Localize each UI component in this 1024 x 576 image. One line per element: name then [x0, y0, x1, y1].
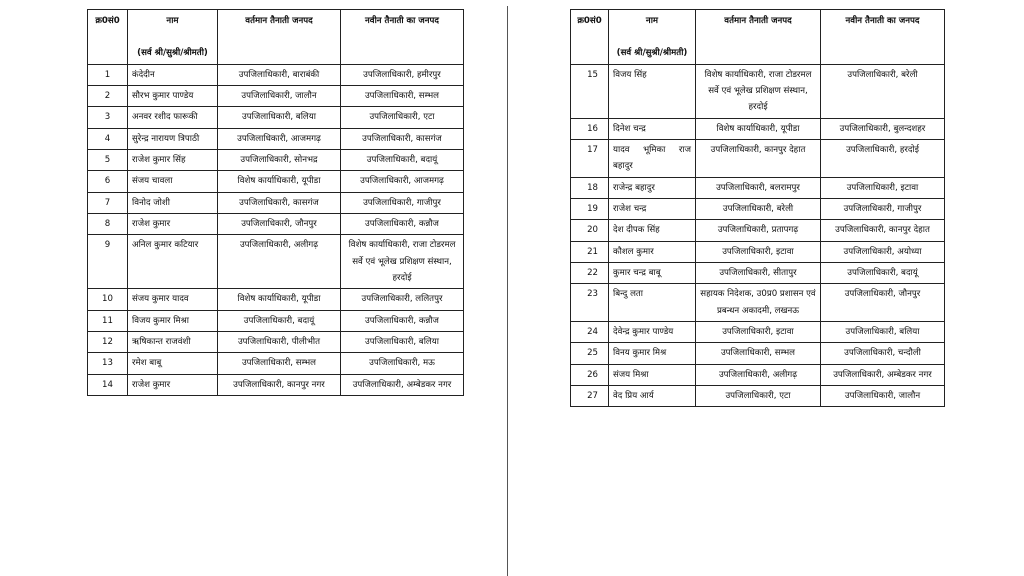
officer-name-cell: कुमार चन्द्र बाबू [609, 262, 696, 283]
new-posting-cell: उपजिलाधिकारी, चन्दौली [821, 343, 945, 364]
officer-name-cell: राजेश कुमार [128, 213, 218, 234]
serial-number-cell: 27 [571, 385, 609, 406]
table-row [571, 343, 945, 364]
officer-name-cell: राजेन्द्र बहादुर [609, 177, 696, 198]
serial-number-cell: 14 [88, 374, 128, 395]
serial-number-cell: 26 [571, 364, 609, 385]
officer-name-cell: संजय मिश्रा [609, 364, 696, 385]
officer-name-cell: अनवर रशीद फारूकी [128, 107, 218, 128]
officer-name-cell: वेद प्रिय आर्य [609, 385, 696, 406]
current-posting-cell: विशेष कार्याधिकारी, यूपीडा [218, 171, 341, 192]
table-row [88, 192, 464, 213]
table-row [88, 353, 464, 374]
current-posting-cell: उपजिलाधिकारी, कानपुर देहात [696, 139, 821, 177]
table-row [88, 85, 464, 106]
officer-name-cell: राजेश चन्द्र [609, 198, 696, 219]
header-new-posting: नवीन तैनाती का जनपद [341, 10, 464, 65]
current-posting-cell: उपजिलाधिकारी, कानपुर नगर [218, 374, 341, 395]
current-posting-cell: उपजिलाधिकारी, इटावा [696, 241, 821, 262]
officer-name-cell: राजेश कुमार [128, 374, 218, 395]
header-row [571, 10, 945, 65]
new-posting-cell: उपजिलाधिकारी, अम्बेडकर नगर [341, 374, 464, 395]
new-posting-cell: उपजिलाधिकारी, अयोध्या [821, 241, 945, 262]
officer-name-cell: संजय कुमार यादव [128, 289, 218, 310]
current-posting-cell: विशेष कार्याधिकारी, यूपीडा [696, 118, 821, 139]
serial-number-cell: 13 [88, 353, 128, 374]
table-row [88, 235, 464, 289]
serial-number-cell: 22 [571, 262, 609, 283]
serial-number-cell: 20 [571, 220, 609, 241]
table-row [571, 139, 945, 177]
table-row [571, 220, 945, 241]
table-row [571, 198, 945, 219]
table-row [88, 107, 464, 128]
transfer-table-right [570, 9, 945, 407]
officer-name-cell: देश दीपक सिंह [609, 220, 696, 241]
serial-number-cell: 6 [88, 171, 128, 192]
officer-name-cell: कंदेदीन [128, 64, 218, 85]
officer-name-cell: विजय कुमार मिश्रा [128, 310, 218, 331]
new-posting-cell: उपजिलाधिकारी, हमीरपुर [341, 64, 464, 85]
current-posting-cell: उपजिलाधिकारी, इटावा [696, 321, 821, 342]
current-posting-cell: उपजिलाधिकारी, आजमगढ़ [218, 128, 341, 149]
current-posting-cell: उपजिलाधिकारी, बरेली [696, 198, 821, 219]
new-posting-cell: उपजिलाधिकारी, बलिया [821, 321, 945, 342]
new-posting-cell: उपजिलाधिकारी, आजमगढ़ [341, 171, 464, 192]
officer-name-cell: सुरेन्द्र नारायण त्रिपाठी [128, 128, 218, 149]
officer-name-cell: संजय चावला [128, 171, 218, 192]
header-sno: क्र0सं0 [88, 10, 128, 65]
new-posting-cell: उपजिलाधिकारी, बदायूं [821, 262, 945, 283]
table-row [571, 321, 945, 342]
officer-name-cell: विजय सिंह [609, 64, 696, 118]
new-posting-cell: उपजिलाधिकारी, कन्नौज [341, 213, 464, 234]
new-posting-cell: उपजिलाधिकारी, ललितपुर [341, 289, 464, 310]
new-posting-cell: उपजिलाधिकारी, बरेली [821, 64, 945, 118]
officer-name-cell: विनोद जोशी [128, 192, 218, 213]
new-posting-cell: उपजिलाधिकारी, सम्भल [341, 85, 464, 106]
serial-number-cell: 4 [88, 128, 128, 149]
header-current-posting: वर्तमान तैनाती जनपद [218, 10, 341, 65]
table-row [571, 64, 945, 118]
officer-name-cell: ऋषिकान्त राजवंशी [128, 331, 218, 352]
new-posting-cell: उपजिलाधिकारी, बदायूं [341, 149, 464, 170]
table-row [571, 118, 945, 139]
serial-number-cell: 7 [88, 192, 128, 213]
header-name-sub: (सर्व श्री/सुश्री/श्रीमती) [137, 48, 208, 59]
officer-name-cell: विनय कुमार मिश्र [609, 343, 696, 364]
header-name [128, 10, 218, 65]
table-row [88, 331, 464, 352]
current-posting-cell: उपजिलाधिकारी, अलीगढ़ [218, 235, 341, 289]
serial-number-cell: 16 [571, 118, 609, 139]
serial-number-cell: 17 [571, 139, 609, 177]
table-row [88, 374, 464, 395]
table-row [571, 177, 945, 198]
new-posting-cell: उपजिलाधिकारी, गाजीपुर [821, 198, 945, 219]
right-table-body [571, 64, 945, 407]
current-posting-cell: उपजिलाधिकारी, पीलीभीत [218, 331, 341, 352]
new-posting-cell: उपजिलाधिकारी, हरदोई [821, 139, 945, 177]
new-posting-cell: उपजिलाधिकारी, बलिया [341, 331, 464, 352]
current-posting-cell: उपजिलाधिकारी, कासगंज [218, 192, 341, 213]
serial-number-cell: 10 [88, 289, 128, 310]
header-new-posting: नवीन तैनाती का जनपद [821, 10, 945, 65]
table-row [571, 364, 945, 385]
current-posting-cell: उपजिलाधिकारी, बदायूं [218, 310, 341, 331]
new-posting-cell: उपजिलाधिकारी, जौनपुर [821, 284, 945, 322]
table-row [571, 385, 945, 406]
current-posting-cell: उपजिलाधिकारी, जालौन [218, 85, 341, 106]
current-posting-cell: उपजिलाधिकारी, प्रतापगढ़ [696, 220, 821, 241]
officer-name-cell: कौशल कुमार [609, 241, 696, 262]
new-posting-cell: उपजिलाधिकारी, कानपुर देहात [821, 220, 945, 241]
new-posting-cell: विशेष कार्याधिकारी, राजा टोडरमल सर्वे एवं भूलेख प्रशिक्षण संस्थान, हरदोई [341, 235, 464, 289]
current-posting-cell: उपजिलाधिकारी, एटा [696, 385, 821, 406]
current-posting-cell: उपजिलाधिकारी, सम्भल [218, 353, 341, 374]
officer-name-cell: अनिल कुमार कटियार [128, 235, 218, 289]
table-row [571, 284, 945, 322]
header-sno: क्र0सं0 [571, 10, 609, 65]
table-row [571, 262, 945, 283]
current-posting-cell: विशेष कार्याधिकारी, यूपीडा [218, 289, 341, 310]
serial-number-cell: 24 [571, 321, 609, 342]
header-name [609, 10, 696, 65]
officer-name-cell: रमेश बाबू [128, 353, 218, 374]
table-row [88, 64, 464, 85]
header-row [88, 10, 464, 65]
serial-number-cell: 21 [571, 241, 609, 262]
serial-number-cell: 18 [571, 177, 609, 198]
officer-name-cell: बिन्दु लता [609, 284, 696, 322]
table-row [88, 149, 464, 170]
officer-name-cell: यादव भूमिका राज बहादुर [609, 139, 696, 177]
new-posting-cell: उपजिलाधिकारी, कासगंज [341, 128, 464, 149]
new-posting-cell: उपजिलाधिकारी, कन्नौज [341, 310, 464, 331]
table-row [88, 289, 464, 310]
current-posting-cell: विशेष कार्याधिकारी, राजा टोडरमल सर्वे एवं भूलेख प्रशिक्षण संस्थान, हरदोई [696, 64, 821, 118]
officer-name-cell: दिनेश चन्द्र [609, 118, 696, 139]
serial-number-cell: 25 [571, 343, 609, 364]
transfer-table-left [87, 9, 464, 396]
left-table-body [88, 64, 464, 395]
table-row [88, 310, 464, 331]
serial-number-cell: 3 [88, 107, 128, 128]
page-divider [507, 6, 508, 576]
serial-number-cell: 19 [571, 198, 609, 219]
serial-number-cell: 8 [88, 213, 128, 234]
current-posting-cell: उपजिलाधिकारी, बलरामपुर [696, 177, 821, 198]
header-name-title: नाम [166, 16, 179, 26]
table-row [571, 241, 945, 262]
new-posting-cell: उपजिलाधिकारी, गाजीपुर [341, 192, 464, 213]
current-posting-cell: उपजिलाधिकारी, सोनभद्र [218, 149, 341, 170]
new-posting-cell: उपजिलाधिकारी, जालौन [821, 385, 945, 406]
serial-number-cell: 9 [88, 235, 128, 289]
new-posting-cell: उपजिलाधिकारी, एटा [341, 107, 464, 128]
current-posting-cell: उपजिलाधिकारी, सम्भल [696, 343, 821, 364]
serial-number-cell: 12 [88, 331, 128, 352]
header-name-title: नाम [645, 16, 659, 26]
serial-number-cell: 11 [88, 310, 128, 331]
new-posting-cell: उपजिलाधिकारी, बुलन्दशहर [821, 118, 945, 139]
current-posting-cell: उपजिलाधिकारी, सीतापुर [696, 262, 821, 283]
current-posting-cell: उपजिलाधिकारी, जौनपुर [218, 213, 341, 234]
new-posting-cell: उपजिलाधिकारी, अम्बेडकर नगर [821, 364, 945, 385]
current-posting-cell: उपजिलाधिकारी, बलिया [218, 107, 341, 128]
table-row [88, 213, 464, 234]
table-row [88, 171, 464, 192]
officer-name-cell: सौरभ कुमार पाण्डेय [128, 85, 218, 106]
new-posting-cell: उपजिलाधिकारी, मऊ [341, 353, 464, 374]
serial-number-cell: 15 [571, 64, 609, 118]
current-posting-cell: उपजिलाधिकारी, अलीगढ़ [696, 364, 821, 385]
officer-name-cell: राजेश कुमार सिंह [128, 149, 218, 170]
new-posting-cell: उपजिलाधिकारी, इटावा [821, 177, 945, 198]
serial-number-cell: 5 [88, 149, 128, 170]
serial-number-cell: 2 [88, 85, 128, 106]
serial-number-cell: 23 [571, 284, 609, 322]
current-posting-cell: उपजिलाधिकारी, बाराबंकी [218, 64, 341, 85]
current-posting-cell: सहायक निदेशक, उ0प्र0 प्रशासन एवं प्रबन्धन अकादमी, लखनऊ [696, 284, 821, 322]
table-row [88, 128, 464, 149]
serial-number-cell: 1 [88, 64, 128, 85]
officer-name-cell: देवेन्द्र कुमार पाण्डेय [609, 321, 696, 342]
header-name-sub: (सर्व श्री/सुश्री/श्रीमती) [616, 48, 688, 59]
header-current-posting: वर्तमान तैनाती जनपद [696, 10, 821, 65]
